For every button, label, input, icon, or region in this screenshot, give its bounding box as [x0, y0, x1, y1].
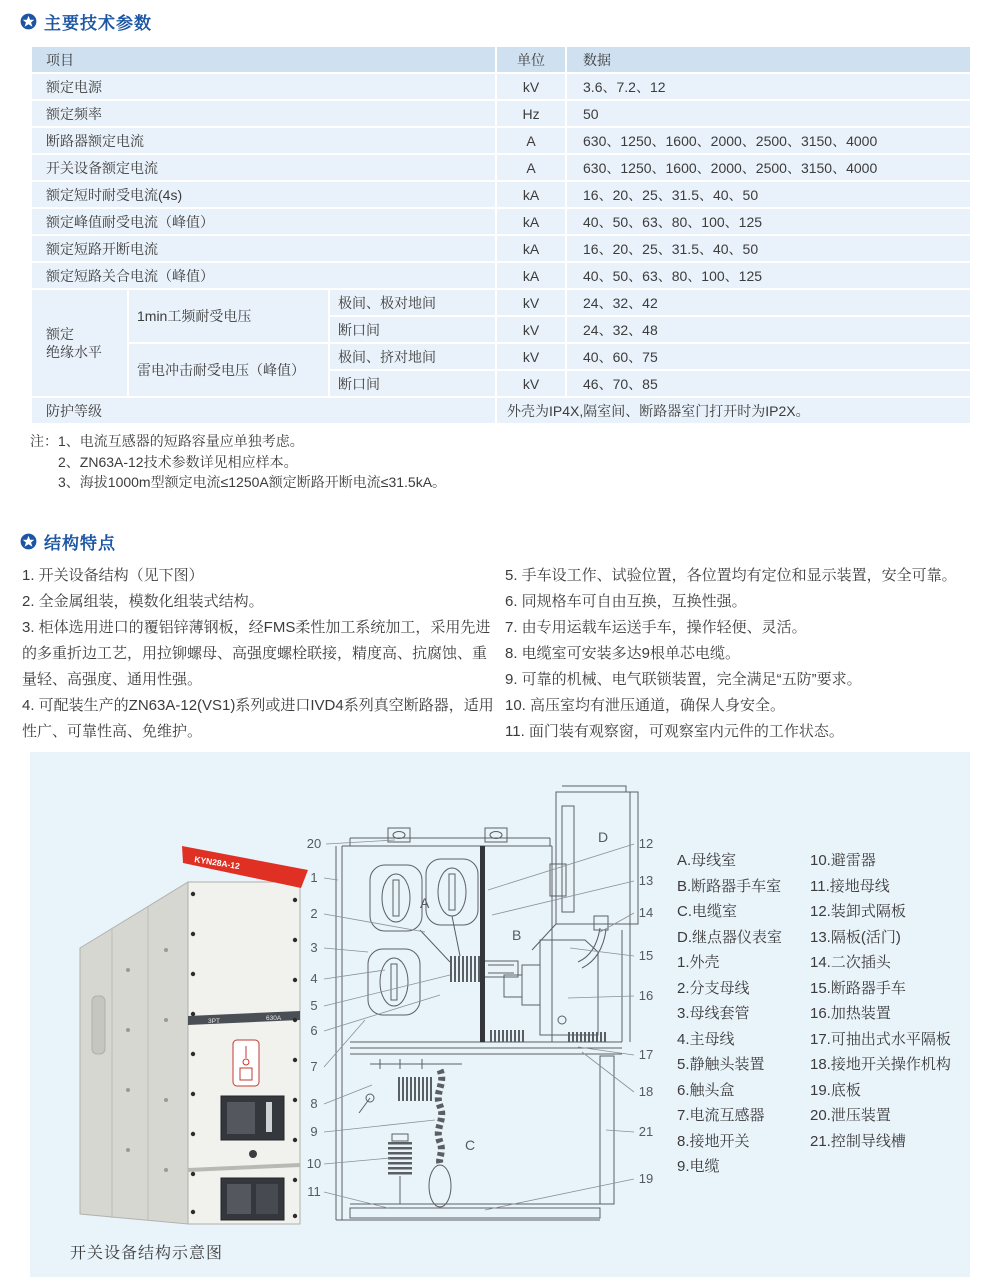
row-value: 40、60、75: [566, 343, 971, 370]
legend-item: 5.静触头装置: [677, 1056, 765, 1073]
legend-column-2: [810, 848, 980, 1154]
legend-item: 6.触头盒: [677, 1081, 735, 1099]
insulation-cond: 断口间: [329, 370, 496, 397]
group-label-line2: 绝缘水平: [46, 344, 102, 360]
row-unit: kV: [496, 316, 566, 343]
feature-item: 7. 由专用运载车运送手车，操作轻便、灵活。: [505, 619, 807, 636]
star-badge-icon: [20, 533, 37, 550]
section-title-text: 结构特点: [44, 534, 116, 553]
schematic-callout: 2: [310, 906, 318, 921]
row-value: 46、70、85: [566, 370, 971, 397]
feature-item: 5. 手车设工作、试验位置，各位置均有定位和显示装置，安全可靠。: [505, 567, 957, 584]
legend-item: 10.避雷器: [810, 852, 876, 869]
feature-item: 10. 高压室均有泄压通道，确保人身安全。: [505, 697, 786, 714]
table-row: [31, 127, 971, 154]
row-value: 24、32、48: [566, 316, 971, 343]
schematic-callout: 7: [310, 1059, 318, 1074]
feature-item: 11. 面门装有观察窗，可观察室内元件的工作状态。: [505, 723, 844, 740]
table-row: [31, 100, 971, 127]
row-value: 16、20、25、31.5、40、50: [566, 235, 971, 262]
features-section-title: [20, 529, 116, 554]
row-unit: kV: [496, 73, 566, 100]
schematic-callout: 15: [638, 948, 654, 963]
table-row-insulation: [31, 289, 971, 316]
schematic-callout: 1: [310, 870, 318, 885]
note-item: 2、ZN63A-12技术参数详见相应样本。: [58, 453, 298, 470]
row-label: 额定短路关合电流（峰值）: [31, 262, 496, 289]
legend-item: 7.电流互感器: [677, 1107, 765, 1124]
schematic-cross-section: [300, 780, 660, 1240]
busbar-bushings: [368, 859, 478, 1015]
insulation-cond: 极间、极对地间: [329, 289, 496, 316]
table-row: [31, 73, 971, 100]
insulation-cond: 断口间: [329, 316, 496, 343]
group-label-line1: 额定: [46, 326, 74, 342]
schematic-callout: 18: [638, 1084, 654, 1099]
schematic-callout: 5: [310, 998, 318, 1013]
row-value: 3.6、7.2、12: [566, 73, 971, 100]
table-header-row: [31, 46, 971, 73]
schematic-callout: 21: [638, 1124, 654, 1139]
schematic-callout: 17: [638, 1047, 654, 1062]
insulation-sub2-label: 雷电冲击耐受电压（峰值）: [128, 343, 329, 397]
legend-item: D.继点器仪表室: [677, 928, 783, 946]
room-letter-b: B: [512, 927, 522, 943]
table-row: [31, 181, 971, 208]
params-section-title: [20, 9, 152, 34]
row-unit: kA: [496, 208, 566, 235]
schematic-callout: 16: [638, 988, 654, 1003]
row-label: 额定短时耐受电流(4s): [31, 181, 496, 208]
feature-item: 1. 开关设备结构（见下图）: [22, 567, 204, 584]
schematic-callout: 13: [638, 873, 654, 888]
schematic-callout: 19: [638, 1171, 654, 1186]
schematic-callout: 11: [307, 1184, 321, 1199]
legend-item: 3.母线套管: [677, 1005, 750, 1022]
legend-item: 18.接地开关操作机构: [810, 1056, 951, 1073]
legend-item: 9.电缆: [677, 1158, 720, 1175]
row-value: 40、50、63、80、100、125: [566, 262, 971, 289]
star-badge-icon: [20, 13, 37, 30]
insulation-group-label: [31, 289, 128, 397]
legend-item: 13.隔板(活门): [810, 928, 901, 946]
notes-prefix: 注：: [30, 433, 58, 449]
row-value: 16、20、25、31.5、40、50: [566, 181, 971, 208]
cabinet-model-label: KYN28A-12: [193, 854, 241, 872]
insulation-sub1-label: 1min工频耐受电压: [128, 289, 329, 343]
legend-item: 1.外壳: [677, 954, 720, 971]
protection-label: 防护等级: [31, 397, 496, 424]
table-row: [31, 262, 971, 289]
schematic-callout: 20: [306, 836, 322, 851]
schematic-callout: 14: [638, 905, 654, 920]
row-unit: Hz: [496, 100, 566, 127]
row-value: 630、1250、1600、2000、2500、3150、4000: [566, 154, 971, 181]
cabinet-illustration: [70, 820, 310, 1240]
row-unit: kV: [496, 289, 566, 316]
legend-item: 19.底板: [810, 1081, 861, 1099]
section-title-text: 主要技术参数: [44, 14, 152, 33]
row-unit: A: [496, 154, 566, 181]
protection-value: 外壳为IP4X,隔室间、断路器室门打开时为IP2X。: [496, 397, 971, 424]
row-unit: kA: [496, 262, 566, 289]
legend-item: 8.接地开关: [677, 1132, 750, 1150]
legend-item: 12.装卸式隔板: [810, 903, 906, 920]
diagram-caption: 开关设备结构示意图: [70, 1245, 224, 1262]
table-row-protection: [31, 397, 971, 424]
cabinet-front-label-right: 630A: [266, 1015, 282, 1022]
row-unit: kV: [496, 370, 566, 397]
removable-partition: [480, 846, 485, 1042]
legend-item: 21.控制导线槽: [810, 1132, 906, 1150]
row-unit: kA: [496, 181, 566, 208]
col-header-item: 项目: [31, 46, 496, 73]
table-row: [31, 208, 971, 235]
legend-item: A.母线室: [677, 852, 737, 869]
row-unit: kV: [496, 343, 566, 370]
feature-item: 3. 柜体选用进口的覆铝锌薄钢板，经FMS柔性加工系统加工，采用先进的多重折边工艺，用拉铆螺母、高强度螺栓联接，精度高、抗腐蚀、重量轻、高强度、通用性强。: [22, 619, 491, 688]
insulation-cond: 极间、挤对地间: [329, 343, 496, 370]
structure-diagram-panel: [30, 752, 970, 1277]
row-unit: kA: [496, 235, 566, 262]
legend-item: B.断路器手车室: [677, 877, 782, 895]
schematic-callout: 3: [310, 940, 318, 955]
schematic-callout: 10: [306, 1156, 322, 1171]
schematic-callout: 9: [310, 1124, 318, 1139]
legend-item: 2.分支母线: [677, 979, 750, 997]
feature-item: 8. 电缆室可安装多达9根单芯电缆。: [505, 645, 741, 662]
schematic-callout: 8: [310, 1096, 318, 1111]
row-label: 额定电源: [31, 73, 496, 100]
legend-item: 16.加热装置: [810, 1005, 891, 1022]
cabinet-front-label-left: 3PT: [208, 1018, 220, 1025]
features-right-column: [505, 563, 993, 745]
col-header-unit: 单位: [496, 46, 566, 73]
legend-item: 4.主母线: [677, 1030, 735, 1048]
table-row: [31, 154, 971, 181]
col-header-data: 数据: [566, 46, 971, 73]
note-item: 1、电流互感器的短路容量应单独考虑。: [58, 433, 304, 449]
row-unit: A: [496, 127, 566, 154]
schematic-callout: 12: [638, 836, 654, 851]
legend-item: C.电缆室: [677, 903, 738, 920]
feature-item: 9. 可靠的机械、电气联锁装置，完全满足“五防”要求。: [505, 671, 862, 688]
table-row-insulation: [31, 343, 971, 370]
row-label: 额定频率: [31, 100, 496, 127]
room-letter-a: A: [420, 895, 430, 911]
row-label: 开关设备额定电流: [31, 154, 496, 181]
feature-item: 2. 全金属组装，模数化组装式结构。: [22, 593, 264, 610]
legend-item: 14.二次插头: [810, 954, 891, 971]
schematic-callout: 6: [310, 1023, 318, 1038]
legend-item: 17.可抽出式水平隔板: [810, 1030, 951, 1048]
row-label: 额定峰值耐受电流（峰值）: [31, 208, 496, 235]
feature-item: 6. 同规格车可自由互换，互换性强。: [505, 593, 747, 610]
params-table: [30, 45, 972, 425]
row-label: 额定短路开断电流: [31, 235, 496, 262]
room-letter-c: C: [465, 1137, 476, 1153]
legend-item: 11.接地母线: [810, 877, 890, 895]
legend-column-1: [677, 848, 807, 1180]
room-letters: [420, 829, 608, 1153]
notes-block: [30, 431, 446, 493]
row-value: 50: [566, 100, 971, 127]
table-row: [31, 235, 971, 262]
row-label: 断路器额定电流: [31, 127, 496, 154]
row-value: 24、32、42: [566, 289, 971, 316]
features-left-column: [22, 563, 496, 745]
row-value: 40、50、63、80、100、125: [566, 208, 971, 235]
legend-item: 20.泄压装置: [810, 1107, 891, 1124]
schematic-callout: 4: [310, 971, 318, 986]
row-value: 630、1250、1600、2000、2500、3150、4000: [566, 127, 971, 154]
room-letter-d: D: [598, 829, 609, 845]
legend-item: 15.断路器手车: [810, 979, 906, 997]
feature-item: 4. 可配装生产的ZN63A-12(VS1)系列或进口IVD4系列真空断路器，适用性广、可靠性高、免维护。: [22, 697, 494, 740]
note-item: 3、海拔1000m型额定电流≤1250A额定断路开断电流≤31.5kA。: [58, 474, 447, 490]
